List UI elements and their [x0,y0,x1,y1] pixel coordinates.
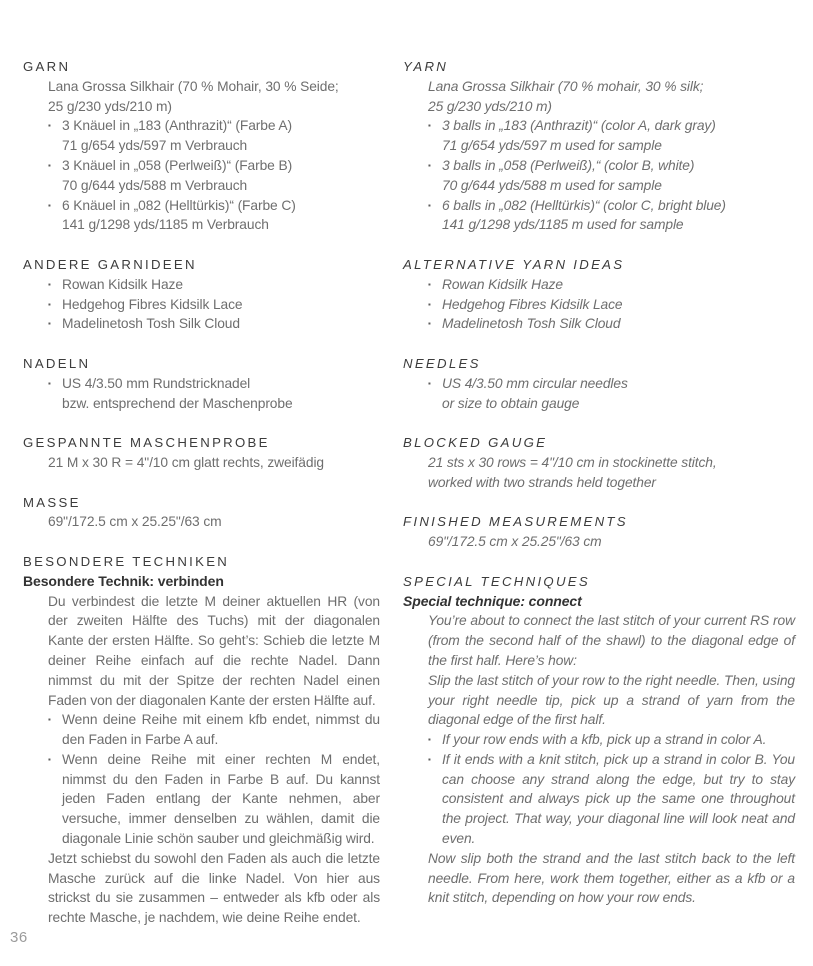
bullet-item [428,275,795,295]
paragraph [428,453,795,493]
section-body [403,374,795,414]
bullet-text [62,314,380,334]
section-andere-garnideen [23,255,380,334]
bullet-text [442,156,795,196]
text-line: 6 balls in „082 (Helltürkis)“ (color C, bright blue) [442,197,726,213]
section-body [403,532,795,552]
text-line: 70 g/644 yds/588 m Verbrauch [62,177,248,193]
section-body [403,611,795,908]
text-line: 3 balls in „183 (Anthrazit)“ (color A, dark gray) [442,118,716,134]
section-heading: ANDERE GARNIDEEN [23,256,197,272]
text-line: 69"/172.5 cm x 25.25"/63 cm [428,534,602,550]
text-line: Rowan Kidsilk Haze [442,276,563,292]
bullet-item [48,196,380,236]
paragraph: Jetzt schiebst du sowohl den Faden als auch die letzte Masche zurück auf die linke Nadel. Von hier aus strickst du sie zusammen – entweder als kfb oder als rechte Masche, je nachdem, wie deine Reihe endet. [48,850,380,926]
bullet-item [428,196,795,236]
page-number: 36 [10,929,28,946]
bullet-text [442,275,795,295]
bullet-text [62,275,380,295]
text-line: 6 Knäuel in „082 (Helltürkis)“ (Farbe C) [62,197,296,213]
bullet-square-icon: ▪ [428,200,431,210]
section-body [23,512,380,532]
bullet-square-icon: ▪ [48,319,51,329]
bullet-square-icon: ▪ [428,299,431,309]
bullet-text: If your row ends with a kfb, pick up a strand in color A. [442,732,767,748]
text-line: 69"/172.5 cm x 25.25"/63 cm [48,514,222,530]
text-line: US 4/3.50 mm circular needles [442,375,628,391]
bullet-text: If it ends with a knit stitch, pick up a strand in color B. You can choose any strand along the edge, but try to stay consistent and always pick up the same one throughout the project. That way, your diagonal line will look neat and even. [442,751,795,847]
bullet-text [62,374,380,414]
bullet-item [48,314,380,334]
section-finished-measurements [403,512,795,552]
section-body [23,374,380,414]
paragraph [428,77,795,117]
bullet-item [428,295,795,315]
section-heading: GARN [23,59,71,74]
section-masse [23,493,380,533]
section-heading: BLOCKED GAUGE [403,435,548,451]
section-body [403,275,795,334]
section-heading: MASSE [23,494,81,510]
section-heading: NEEDLES [403,355,481,371]
section-heading: YARN [403,59,449,74]
bullet-text: Wenn deine Reihe mit einer rechten M endet, nimmst du den Faden in Farbe B auf. Du kannst jeden Faden entlang der Kante nehmen, aber versuche, immer denselben zu wählen, damit die diagonale Linie schön sauber und gleichmäßig wird. [62,751,380,847]
bullet-square-icon: ▪ [48,121,51,131]
bullet-item [428,116,795,156]
text-line: 3 balls in „058 (Perlweiß),“ (color B, white) [442,157,695,173]
bullet-item [428,374,795,414]
paragraph [48,453,380,473]
bullet-item [48,750,380,849]
section-heading: ALTERNATIVE YARN IDEAS [403,256,625,272]
section-body [23,592,380,929]
text-line: Hedgehog Fibres Kidsilk Lace [442,296,623,312]
text-line: Madelinetosh Tosh Silk Cloud [62,316,240,332]
bullet-text [442,314,795,334]
bullet-text [442,116,795,156]
section-heading: FINISHED MEASUREMENTS [403,514,628,530]
section-subheading: Special technique: connect [403,592,582,609]
paragraph: You’re about to connect the last stitch of your current RS row (from the second half of the shawl) to the diagonal edge of the first half. Here’s how: [428,613,795,668]
bullet-item [48,374,380,414]
section-body [23,453,380,473]
section-nadeln [23,354,380,413]
section-needles [403,354,795,413]
bullet-square-icon: ▪ [48,754,51,764]
section-body [23,275,380,334]
bullet-item [48,156,380,196]
bullet-square-icon: ▪ [428,160,431,170]
bullet-item [48,295,380,315]
text-line: 71 g/654 yds/597 m used for sample [442,138,662,154]
section-alternative-yarn-ideas [403,255,795,334]
section-heading: SPECIAL TECHNIQUES [403,573,590,589]
bullet-square-icon: ▪ [428,279,431,289]
bullet-item [48,710,380,750]
text-line: 71 g/654 yds/597 m Verbrauch [62,138,248,154]
bullet-text [62,116,380,156]
section-heading: NADELN [23,355,91,371]
column-english [403,57,795,928]
text-line: 70 g/644 yds/588 m used for sample [442,177,662,193]
section-gespannte-maschenprobe [23,433,380,473]
text-line: 3 Knäuel in „058 (Perlweiß)“ (Farbe B) [62,157,293,173]
text-line: or size to obtain gauge [442,395,580,411]
text-line: Hedgehog Fibres Kidsilk Lace [62,296,243,312]
section-yarn [403,57,795,235]
bullet-square-icon: ▪ [48,378,51,388]
paragraph: Du verbindest die letzte M deiner aktuellen HR (von der zweiten Hälfte des Tuchs) mit der diagonalen Kante der ersten Hälfte. So geht’s: Schieb die letzte M deiner Reihe einfach auf die rechte Nadel. Dann nimmst du mit der Spitze der rechten Nadel einen Faden von der diagonalen Kante der ersten Hälfte auf. [48,593,380,708]
section-body [23,77,380,235]
bullet-text [62,156,380,196]
bullet-item [428,750,795,849]
paragraph: Slip the last stitch of your row to the right needle. Then, using your right needle tip, pick up a strand of yarn from the diagonal edge of the first half. [428,672,795,728]
text-line: Lana Grossa Silkhair (70 % mohair, 30 % silk; [428,78,704,94]
bullet-square-icon: ▪ [428,319,431,329]
bullet-square-icon: ▪ [428,121,431,131]
section-special-techniques [403,572,795,909]
text-line: Lana Grossa Silkhair (70 % Mohair, 30 % Seide; [48,78,339,94]
section-heading: GESPANNTE MASCHENPROBE [23,435,270,451]
bullet-square-icon: ▪ [428,735,431,745]
text-line: 21 sts x 30 rows = 4"/10 cm in stockinette stitch, [428,454,717,470]
bullet-item [428,156,795,196]
text-line: 3 Knäuel in „183 (Anthrazit)“ (Farbe A) [62,118,292,134]
bullet-square-icon: ▪ [48,200,51,210]
bullet-text [442,295,795,315]
text-line: worked with two strands held together [428,474,656,490]
section-heading: BESONDERE TECHNIKEN [23,553,230,569]
bullet-square-icon: ▪ [428,378,431,388]
bullet-square-icon: ▪ [48,160,51,170]
paragraph [48,512,380,532]
bullet-text [62,295,380,315]
bullet-item [428,730,795,750]
section-garn [23,57,380,235]
text-line: bzw. entsprechend der Maschenprobe [62,395,293,411]
section-subheading: Besondere Technik: verbinden [23,572,224,589]
section-blocked-gauge [403,433,795,492]
text-line: 141 g/1298 yds/1185 m used for sample [442,217,684,233]
bullet-square-icon: ▪ [48,279,51,289]
bullet-text [442,196,795,236]
bullet-item [48,116,380,156]
bullet-item [48,275,380,295]
section-body [403,453,795,493]
paragraph [48,77,380,117]
text-line: 141 g/1298 yds/1185 m Verbrauch [62,217,269,233]
paragraph [428,532,795,552]
text-line: Madelinetosh Tosh Silk Cloud [442,316,621,332]
text-line: US 4/3.50 mm Rundstricknadel [62,375,251,391]
section-besondere-techniken [23,552,380,928]
text-line: 25 g/230 yds/210 m) [428,98,552,114]
bullet-square-icon: ▪ [48,715,51,725]
section-body [403,77,795,235]
bullet-text [442,374,795,414]
text-line: 21 M x 30 R = 4"/10 cm glatt rechts, zweifädig [48,454,324,470]
bullet-text [62,196,380,236]
bullet-text: Wenn deine Reihe mit einem kfb endet, nimmst du den Faden in Farbe A auf. [62,712,380,748]
paragraph: Now slip both the strand and the last stitch back to the left needle. From here, work them together, either as a kfb or a knit stitch, depending on how your row ends. [428,850,795,906]
bullet-square-icon: ▪ [48,299,51,309]
bullet-item [428,314,795,334]
text-line: 25 g/230 yds/210 m) [48,98,172,114]
column-german [23,57,380,928]
text-line: Rowan Kidsilk Haze [62,276,183,292]
bullet-square-icon: ▪ [428,754,431,764]
